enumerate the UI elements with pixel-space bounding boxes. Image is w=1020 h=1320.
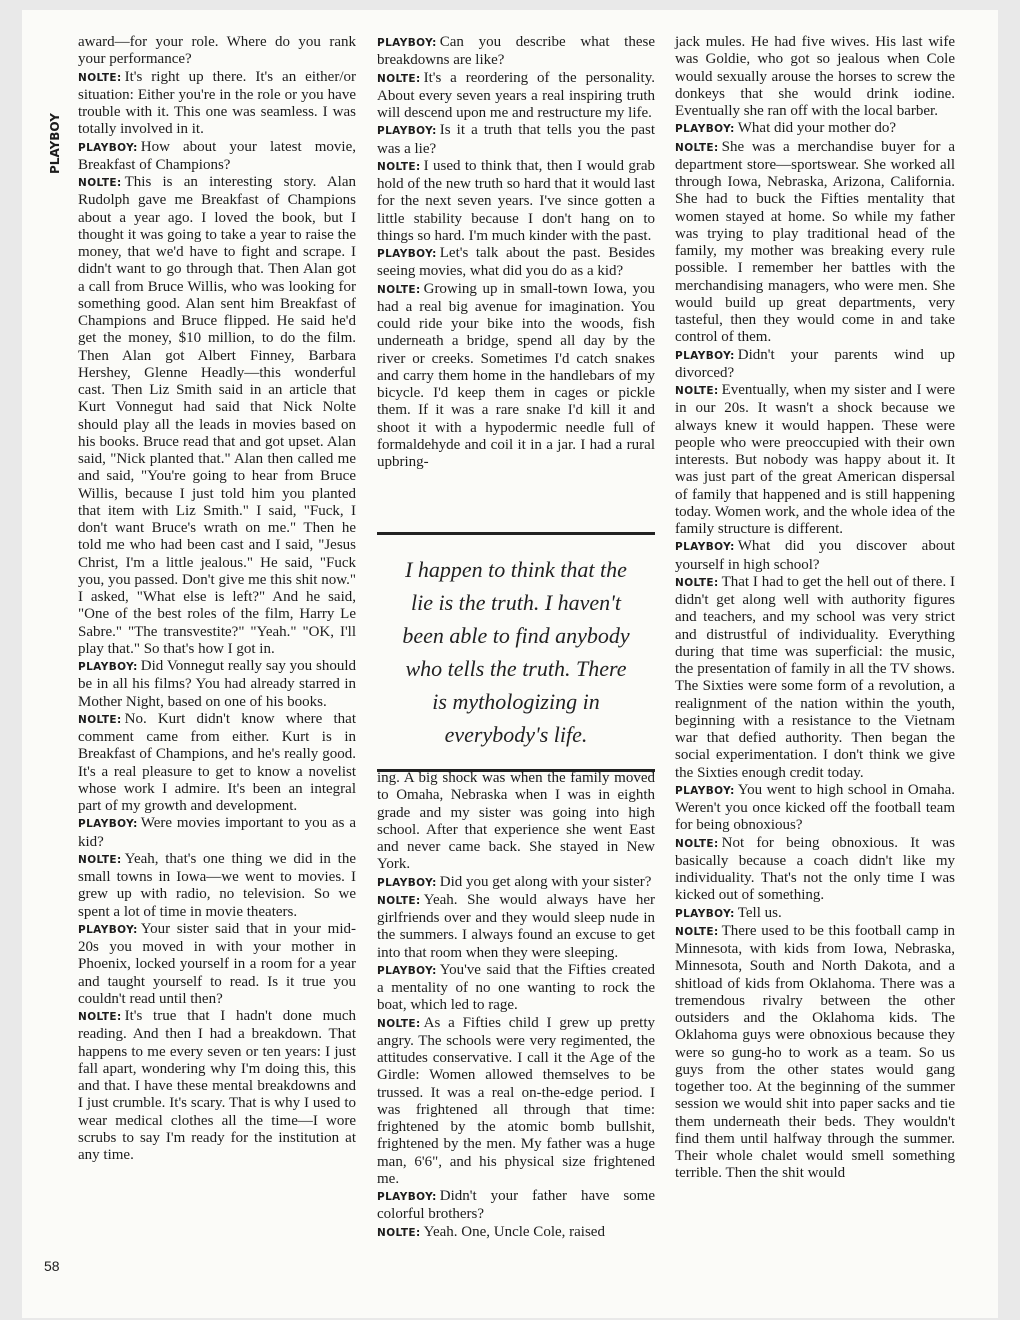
- interview-paragraph: [675, 347, 955, 383]
- paragraph-text: Were movies important to you as a kid?: [78, 815, 356, 850]
- interview-paragraph: [377, 1015, 655, 1189]
- speaker-label: NOLTE:: [78, 177, 122, 189]
- speaker-label: NOLTE:: [675, 925, 719, 938]
- speaker-label: PLAYBOY:: [675, 907, 735, 920]
- paragraph-text: What did your mother do?: [737, 120, 897, 137]
- paragraph-text: It's a reordering of the personality. About every seven years a real inspiring truth will descend upon me and restructure my life.: [377, 69, 655, 121]
- speaker-label: PLAYBOY:: [78, 923, 138, 936]
- text-column-2-bottom: [377, 770, 655, 1242]
- text-column-1: [78, 34, 356, 1164]
- interview-paragraph: [78, 921, 356, 1008]
- speaker-label: PLAYBOY:: [675, 123, 735, 136]
- speaker-label: NOLTE:: [675, 576, 719, 589]
- speaker-label: NOLTE:: [377, 1226, 421, 1239]
- paragraph-text: You've said that the Fifties created a mentality of no one wanting to rock the boat, which led to rage.: [377, 961, 655, 1014]
- paragraph-text: Yeah. She would always have her girlfriends over and they would sleep nude in the summers. I always found an excuse to get into that room when they were sleeping.: [377, 891, 655, 961]
- paragraph-text: Didn't your father have some colorful brothers?: [377, 1188, 655, 1223]
- speaker-label: NOLTE:: [675, 837, 719, 850]
- interview-paragraph: [675, 382, 955, 538]
- paragraph-text: Did you get along with your sister?: [439, 873, 652, 890]
- paragraph-text: Did Vonnegut really say you should be in all his films? You had already starred in Mother Night, based on one of his books.: [78, 658, 356, 710]
- speaker-label: PLAYBOY:: [377, 876, 437, 889]
- speaker-label: NOLTE:: [78, 713, 122, 726]
- paragraph-text: ing. A big shock was when the family moved to Omaha, Nebraska when I was in eighth grade and my sister was going into high school. After that experience she went East and never came back. She stayed in New York.: [377, 770, 655, 873]
- paragraph-text: Not for being obnoxious. It was basically because a coach didn't like my individuality. That's not the only time I was kicked out of something.: [675, 834, 955, 904]
- text-column-2-top: [377, 34, 655, 471]
- interview-paragraph: [377, 1188, 655, 1224]
- interview-paragraph: [377, 962, 655, 1015]
- paragraph-text: It's right up there. It's an either/or situation: Either you're in the role or you have trouble with it. This one was seamless. I was totally involved in it.: [78, 68, 356, 138]
- speaker-label: NOLTE:: [377, 894, 421, 907]
- speaker-label: PLAYBOY:: [377, 37, 437, 49]
- interview-paragraph: [675, 120, 955, 138]
- paragraph-text: How about your latest movie, Breakfast of Champions?: [78, 138, 356, 173]
- paragraph-text: This is an interesting story. Alan Rudolph gave me Breakfast of Champions about a year ago. I loved the book, but I thought it was going to take a year to raise the money, that we'd have to fight and scrape. I didn't want to go through that. Then Alan got a call from Bruce Willis, who was looking for something good. Alan sent him Breakfast of Champions and Bruce flipped. He said he'd get the money, $10 million, to do the film. Then Alan got Albert Finney, Barbara Hershey, Glenne Headly—this wonderful cast. Then Liz Smith said in an article that Kurt Vonnegut had said that Nick Nolte should play all the leads in movies based on his books. Bruce read that and got upset. Alan said, "Nick planted that." Alan then called me and said, "You're going to hear from Bruce Willis, because I just told him you planted that item with Liz Smith." I said, "Fuck, I don't want Bruce's wrath on me." Then he told me who had been cast and I said, "Jesus Christ, I'm a little jealous." He said, "Fuck you, you passed. Don't give me this shit now." I asked, "What else is left?" And he said, "One of the best roles of the film, Harry Le Sabre." "The transvestite?" "Yeah." "OK, I'll play that." So that's how I got in.: [78, 174, 356, 657]
- interview-paragraph: [78, 69, 356, 139]
- speaker-label: NOLTE:: [78, 1011, 122, 1023]
- speaker-label: NOLTE:: [78, 71, 122, 84]
- interview-paragraph: [377, 892, 655, 962]
- speaker-label: PLAYBOY:: [377, 964, 437, 977]
- speaker-label: NOLTE:: [675, 141, 719, 154]
- paragraph-text: Eventually, when my sister and I were in our 20s. It wasn't a shock because we always knew it would happen. These were people who were preoccupied with their own interests. But nobody was happy about it. It was just part of the great American dispersal of family that happened and is still happening today. Women work, and the whole idea of the family structure is different.: [675, 382, 955, 537]
- paragraph-text: What did you discover about yourself in high school?: [675, 538, 955, 573]
- interview-paragraph: [377, 245, 655, 281]
- speaker-label: PLAYBOY:: [675, 541, 735, 554]
- interview-paragraph: [675, 923, 955, 1183]
- interview-paragraph: [78, 1008, 356, 1164]
- running-title: PLAYBOY: [48, 113, 62, 174]
- paragraph-text: It's true that I hadn't done much reading. And then I had a breakdown. That happens to me every seven or ten years: I just fall apart, wondering why I'm doing this, this and that. I have these mental breakdowns and I just crumble. It's scary. That is why I used to wear medical clothes all the time—I wore scrubs to say I'm ready for the institution at any time.: [78, 1008, 356, 1163]
- paragraph-text: Didn't your parents wind up divorced?: [675, 346, 955, 381]
- paragraph-text: award—for your role. Where do you rank your performance?: [78, 34, 356, 68]
- paragraph-text: Let's talk about the past. Besides seeing movies, what did you do as a kid?: [377, 245, 655, 280]
- paragraph-text: As a Fifties child I grew up pretty angry. The schools were very regimented, the attitudes conservative. I call it the Age of the Girdle: Women allowed themselves to be trussed. It was a real on-the-edge period. I was frightened all through that time: frightened by the atomic bomb bullshit, frightened by the men. My father was a huge man, 6'6", and his physical size frightened me.: [377, 1014, 655, 1187]
- speaker-label: PLAYBOY:: [675, 784, 735, 797]
- interview-paragraph: [78, 815, 356, 851]
- interview-paragraph: [78, 658, 356, 711]
- interview-paragraph: [78, 139, 356, 175]
- paragraph-text: That I had to get the hell out of there. I didn't get along well with authority figures and teachers, and my school was very strict and distrustful of individuality. Everything during that time was superficial: the music, the presentation of family in all the TV shows. The Sixties were some form of a revolution, a realignment of the nation within the youth, beginning with a resistance to the Vietnam war that defied authority. Then began the social experimentation. I don't think we give the Sixties enough credit today.: [675, 573, 955, 781]
- interview-paragraph: [377, 122, 655, 158]
- paragraph-text: Can you describe what these breakdowns are like?: [377, 34, 655, 69]
- pull-quote: [377, 532, 655, 772]
- interview-paragraph: [377, 281, 655, 472]
- paragraph-text: Your sister said that in your mid-20s you moved in with your mother in Phoenix, locked yourself in a room for a year and taught yourself to read. Is it true you couldn't read until then?: [78, 920, 356, 1007]
- page-number: 58: [44, 1258, 60, 1274]
- interview-paragraph: [675, 835, 955, 905]
- interview-paragraph: [377, 874, 655, 892]
- text-column-3: [675, 34, 955, 1183]
- paragraph-text: Yeah. One, Uncle Cole, raised: [423, 1223, 605, 1240]
- speaker-label: PLAYBOY:: [377, 248, 437, 260]
- interview-paragraph: [675, 538, 955, 574]
- interview-paragraph: [377, 1224, 655, 1242]
- paragraph-text: She was a merchandise buyer for a department store—sportswear. She worked all through Iowa, Nebraska, Arizona, California. She had to buck the Fifties mentality that women stayed at home. So while my father was trying to play traditional head of the family, my mother was breaking every rule possible. I remember her battles with the merchandising managers, who were men. She would build up great departments, very tasteful, then they would come in and take control of them.: [675, 138, 955, 346]
- speaker-label: PLAYBOY:: [78, 661, 138, 673]
- interview-paragraph: [675, 34, 955, 120]
- paragraph-text: Is it a truth that tells you the past was a lie?: [377, 122, 655, 157]
- interview-paragraph: [78, 174, 356, 658]
- interview-paragraph: [675, 139, 955, 347]
- speaker-label: PLAYBOY:: [377, 125, 437, 138]
- interview-paragraph: [78, 34, 356, 69]
- paragraph-text: jack mules. He had five wives. His last wife was Goldie, who got so jealous when Cole would sexually arouse the horses to screw the donkeys that she would drink iodine. Eventually she ran off with the local barber.: [675, 34, 955, 119]
- interview-paragraph: [377, 70, 655, 123]
- speaker-label: NOLTE:: [377, 283, 421, 296]
- speaker-label: NOLTE:: [377, 160, 421, 173]
- paragraph-text: Tell us.: [737, 904, 782, 921]
- speaker-label: PLAYBOY:: [675, 349, 735, 362]
- interview-paragraph: [377, 34, 655, 70]
- speaker-label: PLAYBOY:: [377, 1191, 437, 1203]
- paragraph-text: Yeah, that's one thing we did in the small towns in Iowa—we went to movies. I grew up with radio, no television. So we spent a lot of time in movie theaters.: [78, 850, 356, 920]
- interview-paragraph: [377, 770, 655, 874]
- speaker-label: NOLTE:: [675, 385, 719, 397]
- speaker-label: PLAYBOY:: [78, 818, 138, 831]
- paragraph-text: You went to high school in Omaha. Weren't you once kicked off the football team for being obnoxious?: [675, 781, 955, 834]
- paragraph-text: Growing up in small-town Iowa, you had a real big avenue for imagination. You could ride your bike into the woods, fish underneath a bridge, spend all day by the river or creeks. Sometimes I'd catch snakes and carry them home in the handlebars of my bicycle. I'd keep them in cages or pickle them. If it was a rare snake I'd kill it and shoot it with a hypodermic needle full of formaldehyde and coil it in a jar. I had a rural upbring-: [377, 280, 655, 470]
- interview-paragraph: [377, 158, 655, 245]
- paragraph-text: I used to think that, then I would grab hold of the new truth so hard that it would last for the next seven years. I've since gotten a little stability because I don't hang on to things so hard. I'm much kinder with the past.: [377, 157, 655, 244]
- speaker-label: PLAYBOY:: [78, 141, 138, 154]
- speaker-label: NOLTE:: [377, 1017, 421, 1030]
- interview-paragraph: [675, 782, 955, 835]
- interview-paragraph: [78, 851, 356, 921]
- interview-paragraph: [675, 574, 955, 782]
- paragraph-text: There used to be this football camp in Minnesota, with kids from Iowa, Nebraska, Minnesota, South and North Dakota, and a shitload of kids from Oklahoma. There was a tremendous rivalry between the other outsiders and the Oklahoma kids. The Oklahoma guys were obnoxious because they were so gung-ho to work as a team. So us guys from the other states would gang together too. At the beginning of the summer session we would shit into paper sacks and tie them underneath their beds. They wouldn't find them until halfway through the summer. Their whole chalet would smell something terrible. Then the shit would: [675, 922, 955, 1182]
- paragraph-text: No. Kurt didn't know where that comment came from either. Kurt is in Breakfast of Champions, and he's really good. It's a real pleasure to get to know a novelist whose work I admire. It's been an integral part of my growth and development.: [78, 710, 356, 814]
- interview-paragraph: [675, 905, 955, 923]
- speaker-label: NOLTE:: [78, 853, 122, 866]
- magazine-page: [22, 10, 998, 1318]
- pull-quote-text: I happen to think that the lie is the truth. I haven't been able to find anybody who tells the truth. There is mythologizing in everybody's life.: [402, 557, 630, 747]
- interview-paragraph: [78, 711, 356, 816]
- speaker-label: NOLTE:: [377, 72, 421, 85]
